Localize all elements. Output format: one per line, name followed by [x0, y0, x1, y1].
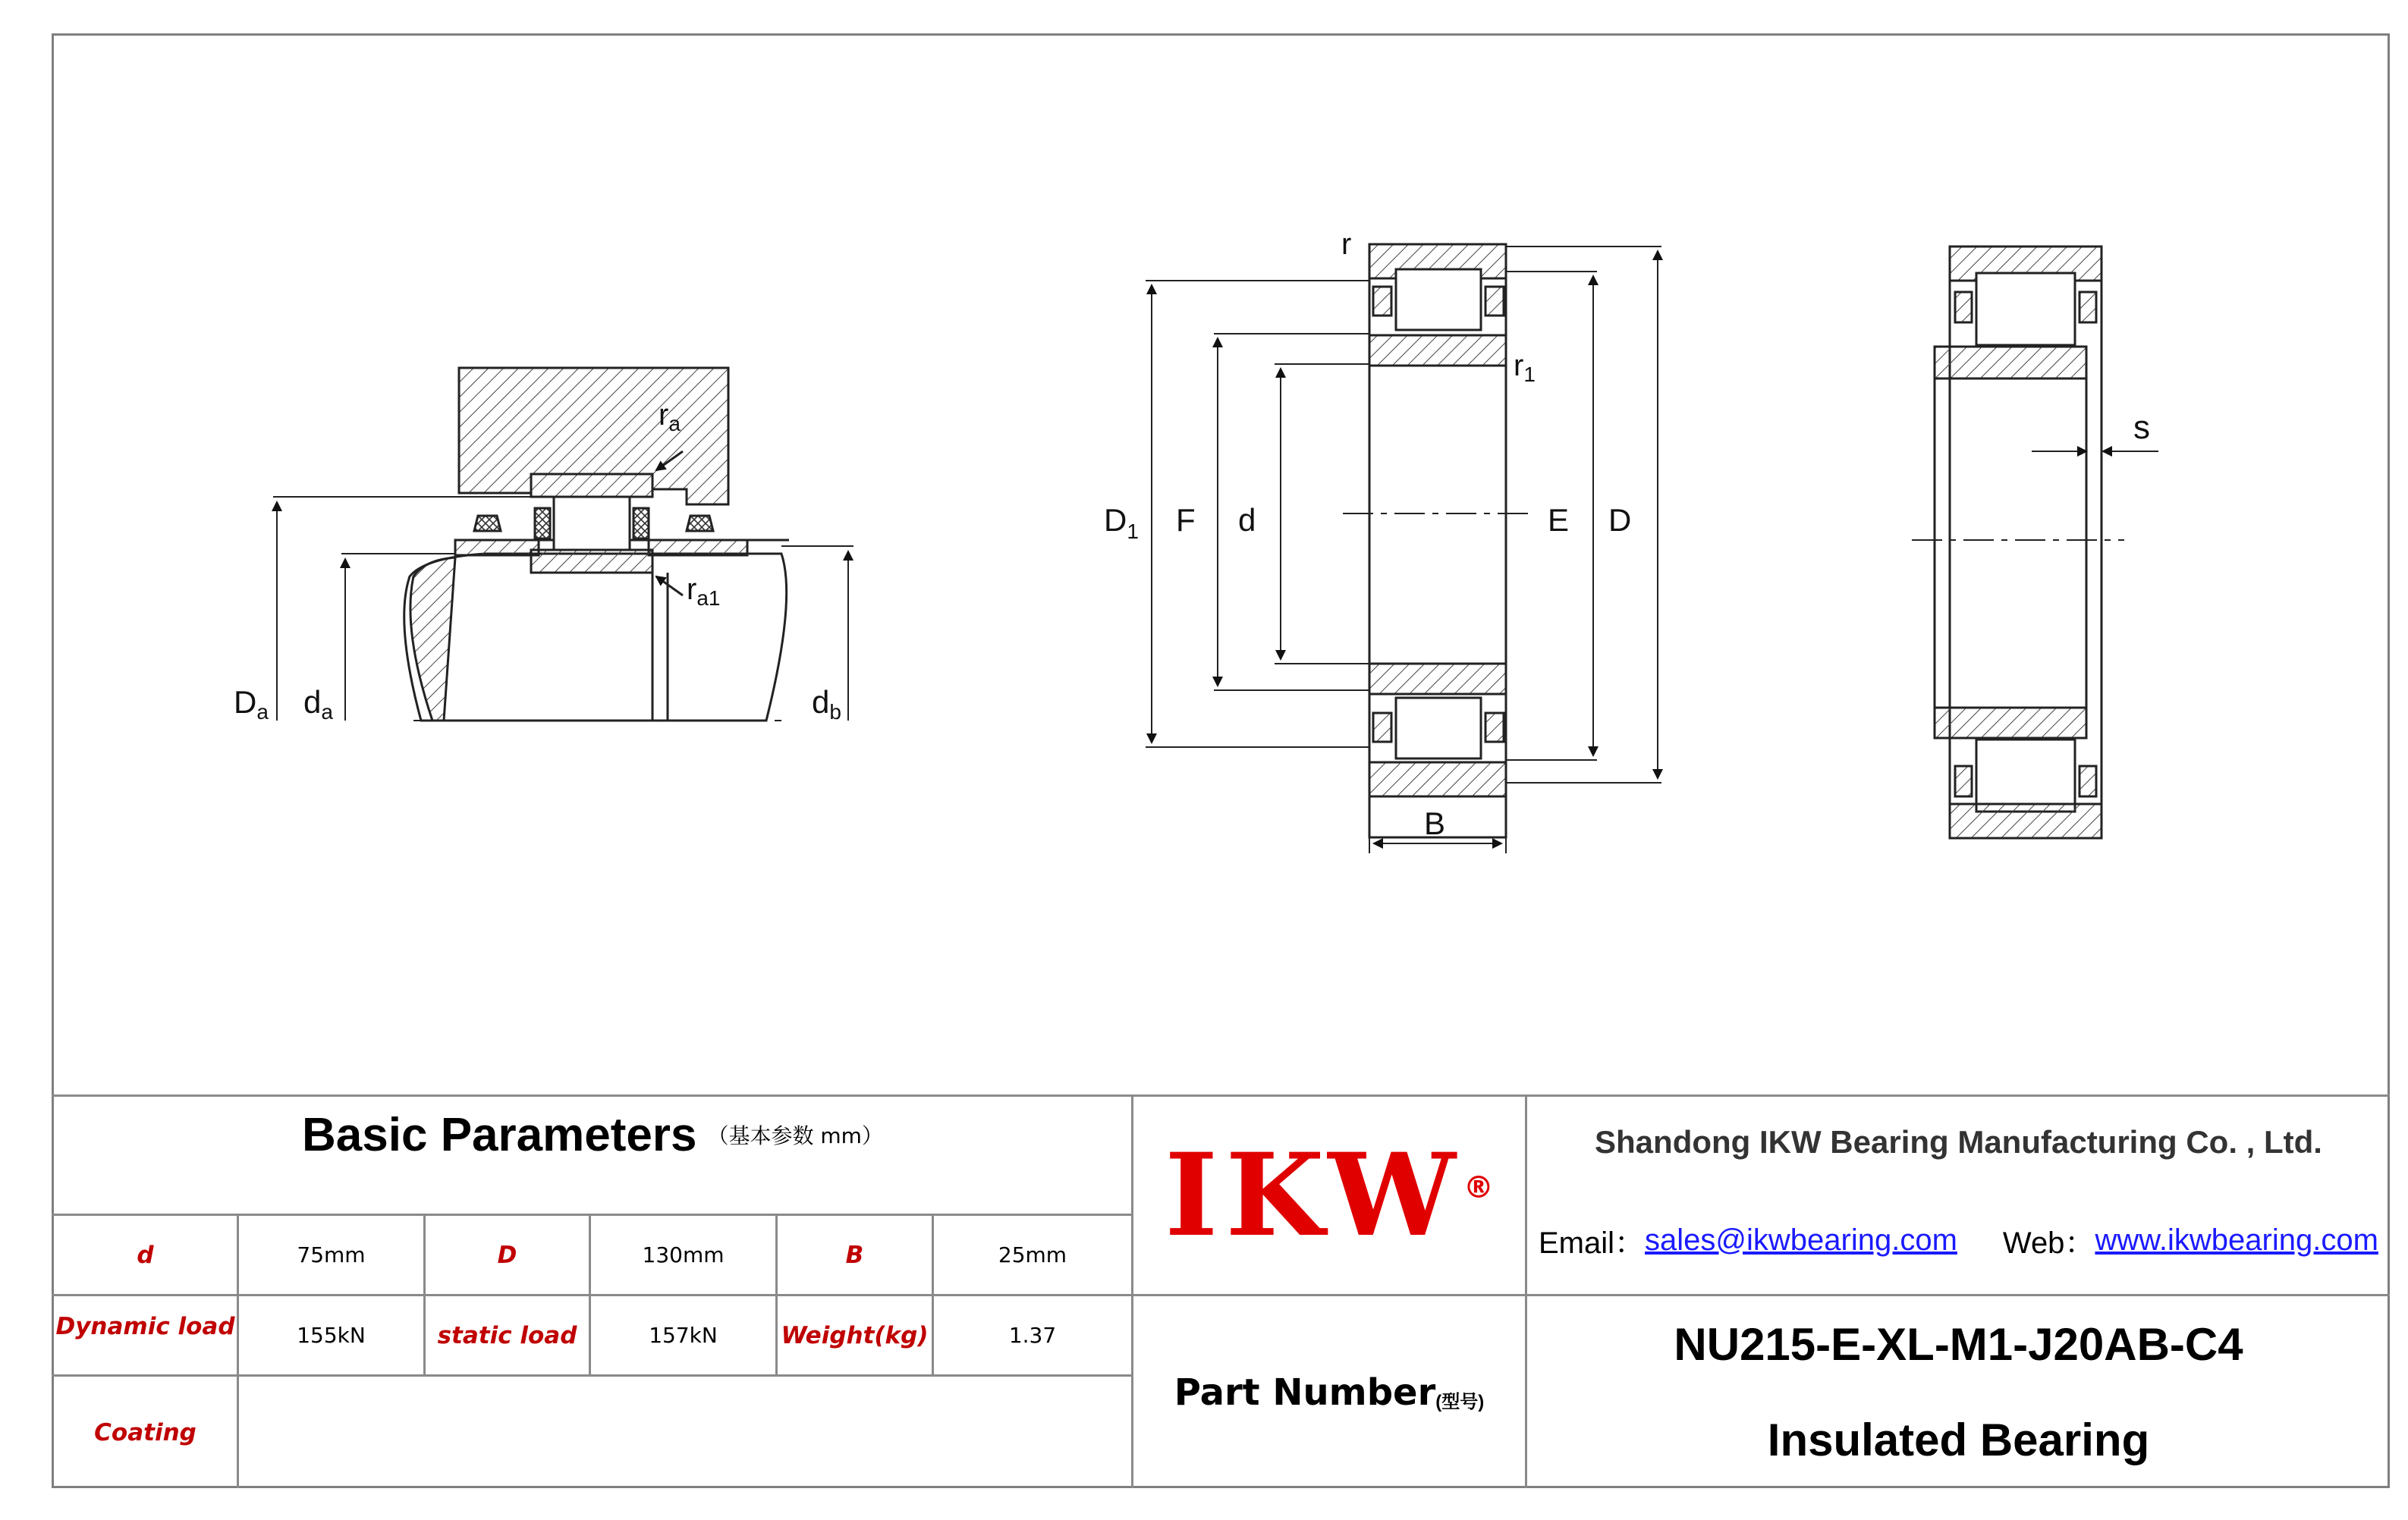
label-dynamic-load: Dynamic load [55, 1313, 235, 1340]
part-number-value: NU215-E-XL-M1-J20AB-C4 [1674, 1318, 2243, 1370]
value-static-load: 157kN [649, 1323, 718, 1348]
basic-parameters-subtitle: （基本参数 mm） [707, 1123, 883, 1148]
label-d: d [1238, 502, 1256, 538]
value-d: 75mm [297, 1242, 366, 1267]
label-ra1: $r_{a1}$ [687, 573, 721, 610]
value-coating [239, 1377, 1131, 1488]
value-weight: 1.37 [1008, 1323, 1057, 1348]
label-db: db [812, 684, 841, 724]
web-link[interactable]: www.ikwbearing.com [2095, 1223, 2378, 1257]
part-number-label-cell [1133, 1296, 1525, 1488]
mounting-view [273, 368, 853, 721]
ikw-logo [1133, 1097, 1525, 1294]
label-F: F [1176, 502, 1196, 538]
section-view [1146, 244, 1661, 853]
label-da: da [303, 684, 333, 724]
part-number-label: Part Number [1174, 1371, 1436, 1414]
label-static-load: static load [437, 1321, 577, 1349]
label-E: E [1548, 502, 1570, 538]
email-label: Email： [1539, 1226, 1646, 1260]
label-D1: $D_1$ [1104, 502, 1139, 543]
section-labels [1104, 228, 1631, 841]
insulation-view [1912, 247, 2158, 838]
label-B: B [845, 1241, 864, 1269]
label-r1: $r_1$ [1514, 349, 1536, 386]
label-Da: Da [234, 684, 269, 724]
part-number-label-sub: (型号) [1435, 1392, 1485, 1412]
logo-text: IKW [1165, 1129, 1463, 1262]
bearing-type: Insulated Bearing [1767, 1414, 2150, 1465]
registered-mark: ® [1463, 1170, 1494, 1205]
company-name: Shandong IKW Bearing Manufacturing Co. , Ltd. [1595, 1124, 2322, 1160]
label-weight: Weight(kg) [781, 1321, 929, 1349]
basic-parameters-title: Basic Parameters [302, 1108, 697, 1161]
label-ra: $r_a$ [659, 398, 681, 435]
email-link[interactable]: sales@ikwbearing.com [1645, 1223, 1957, 1257]
contact-row [1527, 1198, 2390, 1282]
label-coating: Coating [94, 1418, 196, 1446]
label-D: D [497, 1241, 517, 1269]
label-D: D [1608, 502, 1632, 538]
web-label: Web： [2002, 1226, 2095, 1260]
value-B: 25mm [998, 1242, 1067, 1267]
label-r: r [1341, 228, 1352, 261]
value-D: 130mm [642, 1242, 725, 1267]
basic-parameters-header [54, 1097, 1131, 1173]
label-s: s [2133, 409, 2150, 446]
label-B: B [1424, 806, 1446, 841]
label-d: d [137, 1241, 154, 1269]
value-dynamic-load: 155kN [297, 1323, 366, 1348]
